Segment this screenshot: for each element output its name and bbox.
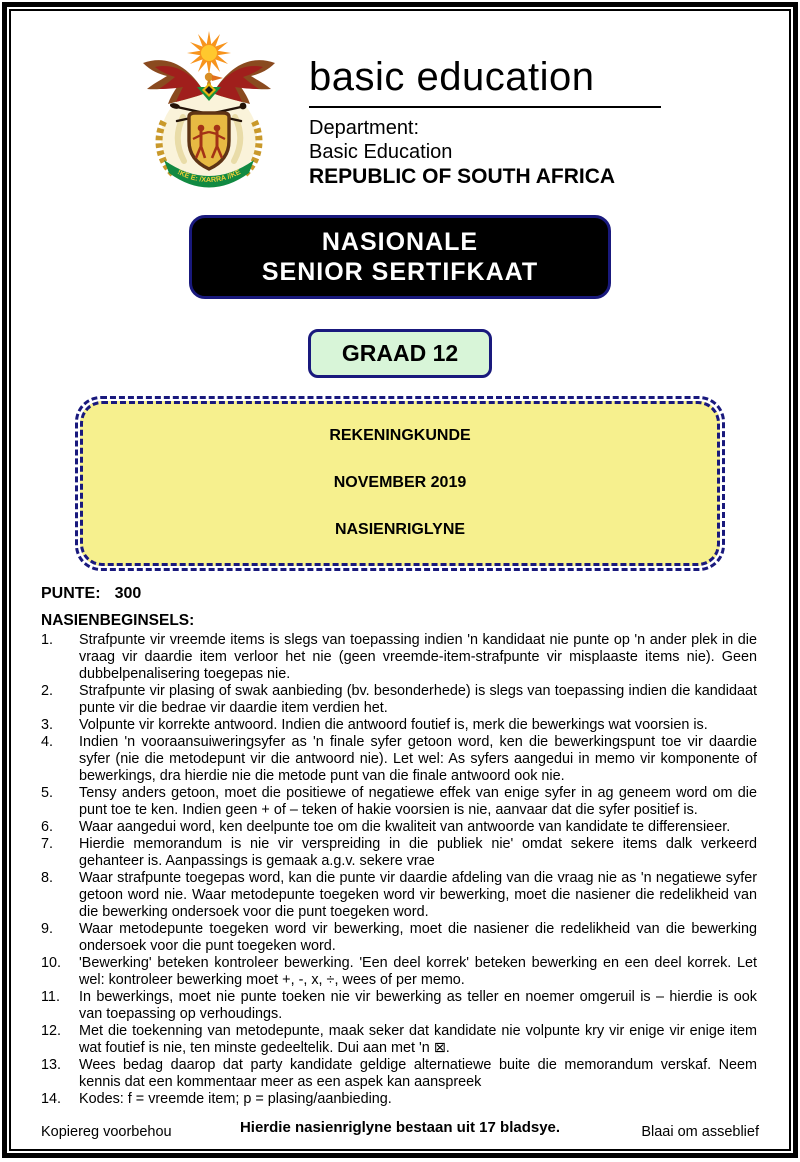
- principle-text: Kodes: f = vreemde item; p = plasing/aanbieding.: [79, 1091, 392, 1107]
- logo-motto-text: !KE E: /XARRA //KE: [176, 167, 242, 185]
- principle-text: Wees bedag daarop dat party kandidate geldige alternatiewe buite die memorandum verskaf. Neem kennis dat een kommentaar meer as een aspek kan aanspreek: [79, 1057, 757, 1090]
- brand-block: [309, 55, 661, 203]
- principle-item: [41, 819, 757, 836]
- coat-of-arms-logo: [139, 27, 279, 203]
- principle-item: [41, 1091, 757, 1108]
- principles-heading: NASIENBEGINSELS:: [41, 612, 195, 629]
- document-type: NASIENRIGLYNE: [334, 521, 466, 538]
- marks-line: [41, 585, 789, 603]
- principle-number: 7.: [41, 836, 54, 852]
- principle-item: [41, 683, 757, 717]
- exam-session: NOVEMBER 2019: [333, 474, 467, 491]
- principle-text: Waar strafpunte toegepas word, kan die punte vir daardie afdeling van die vraag nie as 'n negatiewe syfer getoon word nie. Waar metodepunte toegeken word vir bewerking, moet die nasiener die redelikheid van die bewerking ondersoek voor die punt toegeken word.: [79, 870, 757, 920]
- principle-number: 11.: [41, 989, 60, 1005]
- principle-text: In bewerkings, moet nie punte toeken nie vir bewerking as teller en noemer omgeruil is – hierdie is ook van toepassing op verhoudings.: [79, 989, 757, 1022]
- principle-text: Met die toekenning van metodepunte, maak seker dat kandidate nie volpunte kry vir enige vir enige item wat foutief is nie, ten minste gedeeltelik. Dui aan met 'n ⊠.: [79, 1023, 757, 1056]
- principle-text: Strafpunte vir plasing of swak aanbieding (bv. besonderhede) is slegs van toepassing indien die kandidaat punte vir die bedrae vir daardie item verdien het.: [79, 683, 757, 716]
- principle-number: 8.: [41, 870, 54, 886]
- document-page: [9, 9, 791, 1151]
- principle-text: Strafpunte vir vreemde items is slegs van toepassing indien 'n kandidaat nie punte op 'n ander plek in die vraag vir daardie item verloor het nie (geen vreemde-item-strafpunte vir misplaaste items nie). Geen dubbelpenalisering toegepas nie.: [79, 632, 757, 682]
- principles-list: [41, 632, 757, 1108]
- principle-number: 12.: [41, 1023, 62, 1039]
- principle-number: 2.: [41, 683, 54, 699]
- principle-text: Tensy anders getoon, moet die positiewe of negatiewe effek van enige syfer in ag geneem word om die punt toe te ken. Indien geen + of – teken of hakie voorsien is nie, aanvaar dat die syfer positief is.: [79, 785, 757, 818]
- principle-number: 4.: [41, 734, 54, 750]
- turn-over-note: Blaai om asseblief: [641, 1124, 759, 1140]
- principle-text: Waar aangedui word, ken deelpunte toe om die kwaliteit van antwoorde van kandidate te differensieer.: [79, 819, 731, 835]
- principle-item: [41, 785, 757, 819]
- dept-label: Department:: [309, 117, 420, 139]
- principle-text: Waar metodepunte toegeken word vir bewerking, moet die nasiener die redelikheid van die bewerking ondersoek voor die punt toegeken word.: [79, 921, 757, 954]
- principle-number: 6.: [41, 819, 54, 835]
- copyright-note: Kopiereg voorbehou: [41, 1124, 172, 1140]
- principle-number: 5.: [41, 785, 54, 801]
- principle-item: [41, 989, 757, 1023]
- subject-title: REKENINGKUNDE: [329, 427, 471, 444]
- principle-text: 'Bewerking' beteken kontroleer bewerking. 'Een deel korrek' beteken bewerking en een deel korrek. Let wel: kontroleer bewerking moet +, -, x, ÷, wees of per memo.: [79, 955, 757, 988]
- principle-text: Indien 'n vooraansuiweringsyfer as 'n finale syfer getoon word, ken die bewerkingspunt toe vir daardie syfer (nie die metodepunt vir die antwoord nie). Let wel: As syfers aangedui in memo vir komponente of bewerkings, dra hierdie nie die metode punt van die finale antwoord ook nie.: [79, 734, 757, 784]
- principle-item: [41, 1023, 757, 1057]
- principle-item: [41, 921, 757, 955]
- subject-banner: [75, 396, 725, 571]
- principle-item: [41, 734, 757, 785]
- principle-text: Volpunte vir korrekte antwoord. Indien die antwoord foutief is, merk die bewerkings wat voorsien is.: [79, 717, 708, 733]
- principle-number: 3.: [41, 717, 54, 733]
- principle-item: [41, 632, 757, 683]
- principle-number: 10.: [41, 955, 62, 971]
- marks-label: PUNTE:: [41, 585, 101, 602]
- principle-item: [41, 870, 757, 921]
- principle-item: [41, 836, 757, 870]
- principle-number: 1.: [41, 632, 54, 648]
- dept-name: Basic Education: [309, 141, 453, 163]
- page-border-frame: [2, 2, 798, 1158]
- certificate-banner: [189, 215, 611, 299]
- principle-item: [41, 955, 757, 989]
- principle-number: 14.: [41, 1091, 62, 1107]
- page-footer: [41, 1124, 759, 1140]
- certificate-line2: SENIOR SERTIFKAAT: [261, 258, 539, 286]
- header: [139, 27, 789, 203]
- principle-number: 9.: [41, 921, 54, 937]
- certificate-line1: NASIONALE: [321, 228, 479, 256]
- country-name: REPUBLIC OF SOUTH AFRICA: [309, 165, 616, 188]
- brand-title: basic education: [309, 55, 661, 108]
- marks-value: 300: [114, 585, 142, 602]
- grade-banner: GRAAD 12: [308, 329, 492, 378]
- principle-item: [41, 1057, 757, 1091]
- principle-item: [41, 717, 757, 734]
- principle-text: Hierdie memorandum is nie vir verspreiding in die publiek nie' omdat sekere items dalk verkeerd gehanteer is. Aanpassings is gemaak a.g.v. sekere vrae: [79, 836, 757, 869]
- principle-number: 13.: [41, 1057, 62, 1073]
- pages-note: Hierdie nasienriglyne bestaan uit 17 bladsye.: [239, 1119, 561, 1136]
